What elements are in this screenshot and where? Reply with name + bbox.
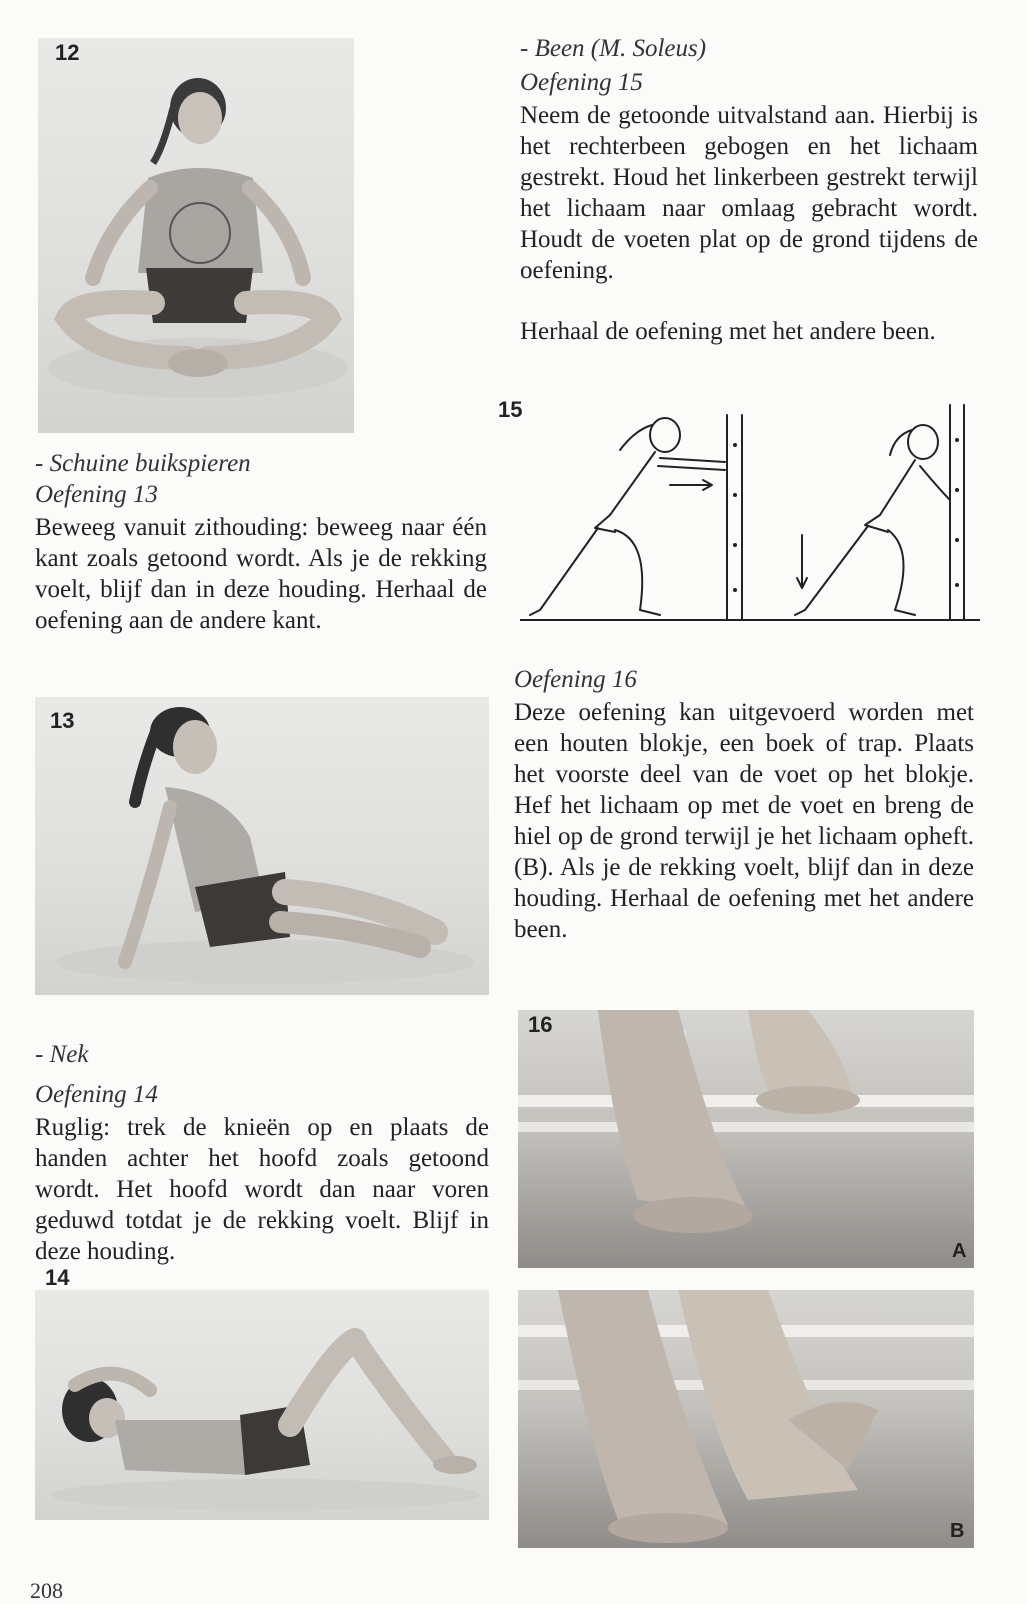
exercise-15-text: Neem de getoonde uitvalstand aan. Hierbij is het rechterbeen gebogen en het lichaam gestrekt. Houd het linkerbeen gestrekt terwijl het lichaam naar omlaag gebracht wordt. Houdt de voeten plat op de grond tijdens de oefening. [520,102,978,284]
exercise-15-label: Oefening 15 [520,69,643,96]
exercise-13-text: Beweeg vanuit zithouding: beweeg naar één kant zoals getoond wordt. Als je de rekking voelt, blijf dan in deze houding. Herhaal de oefening aan de andere kant. [35,514,487,634]
figure-16a-panel-label: A [952,1240,967,1262]
figure-16-number: 16 [528,1012,553,1037]
heel-drop-stretch-illustration [518,1290,974,1548]
exercise-16-text: Deze oefening kan uitgevoerd worden met een houten blokje, een boek of trap. Plaats het voorste deel van de voet op het blokje. Hef het lichaam op met de voet en breng de hiel op de grond terwijl je het lichaam opheft. (B). Als je de rekking voelt, blijf dan in deze houding. Herhaal de oefening met het andere been. [514,699,974,943]
exercise-13-label: Oefening 13 [35,481,158,508]
figure-15-drawing [520,400,980,632]
figure-14-number: 14 [45,1265,70,1290]
lying-neck-stretch-illustration [35,1290,489,1520]
figure-16b-panel-label: B [950,1520,965,1542]
figure-13-photo [35,697,489,995]
figure-12-number: 12 [55,40,80,65]
figure-12-photo [38,38,354,433]
page-number: 208 [30,1578,63,1603]
exercise-16-label: Oefening 16 [514,666,637,693]
figure-16b-photo [518,1290,974,1548]
figure-15-number: 15 [498,397,523,422]
calf-raise-on-bar-illustration [518,1010,974,1268]
exercise-15-text-2: Herhaal de oefening met het andere been. [520,318,936,345]
seated-butterfly-stretch-illustration [38,38,354,433]
figure-14-photo [35,1290,489,1520]
figure-16a-photo [518,1010,974,1268]
figure-13-number: 13 [50,708,75,733]
wall-lunge-stretch-drawing [520,400,980,632]
section-14-title: - Nek [35,1041,89,1068]
side-sitting-twist-illustration [35,697,489,995]
exercise-14-label: Oefening 14 [35,1081,158,1108]
section-13-title: - Schuine buikspieren [35,450,251,477]
section-15-title: - Been (M. Soleus) [520,35,707,62]
exercise-14-text: Ruglig: trek de knieën op en plaats de handen achter het hoofd zoals getoond wordt. Het hoofd wordt dan naar voren geduwd totdat je de rekking voelt. Blijf in deze houding. [35,1114,489,1265]
